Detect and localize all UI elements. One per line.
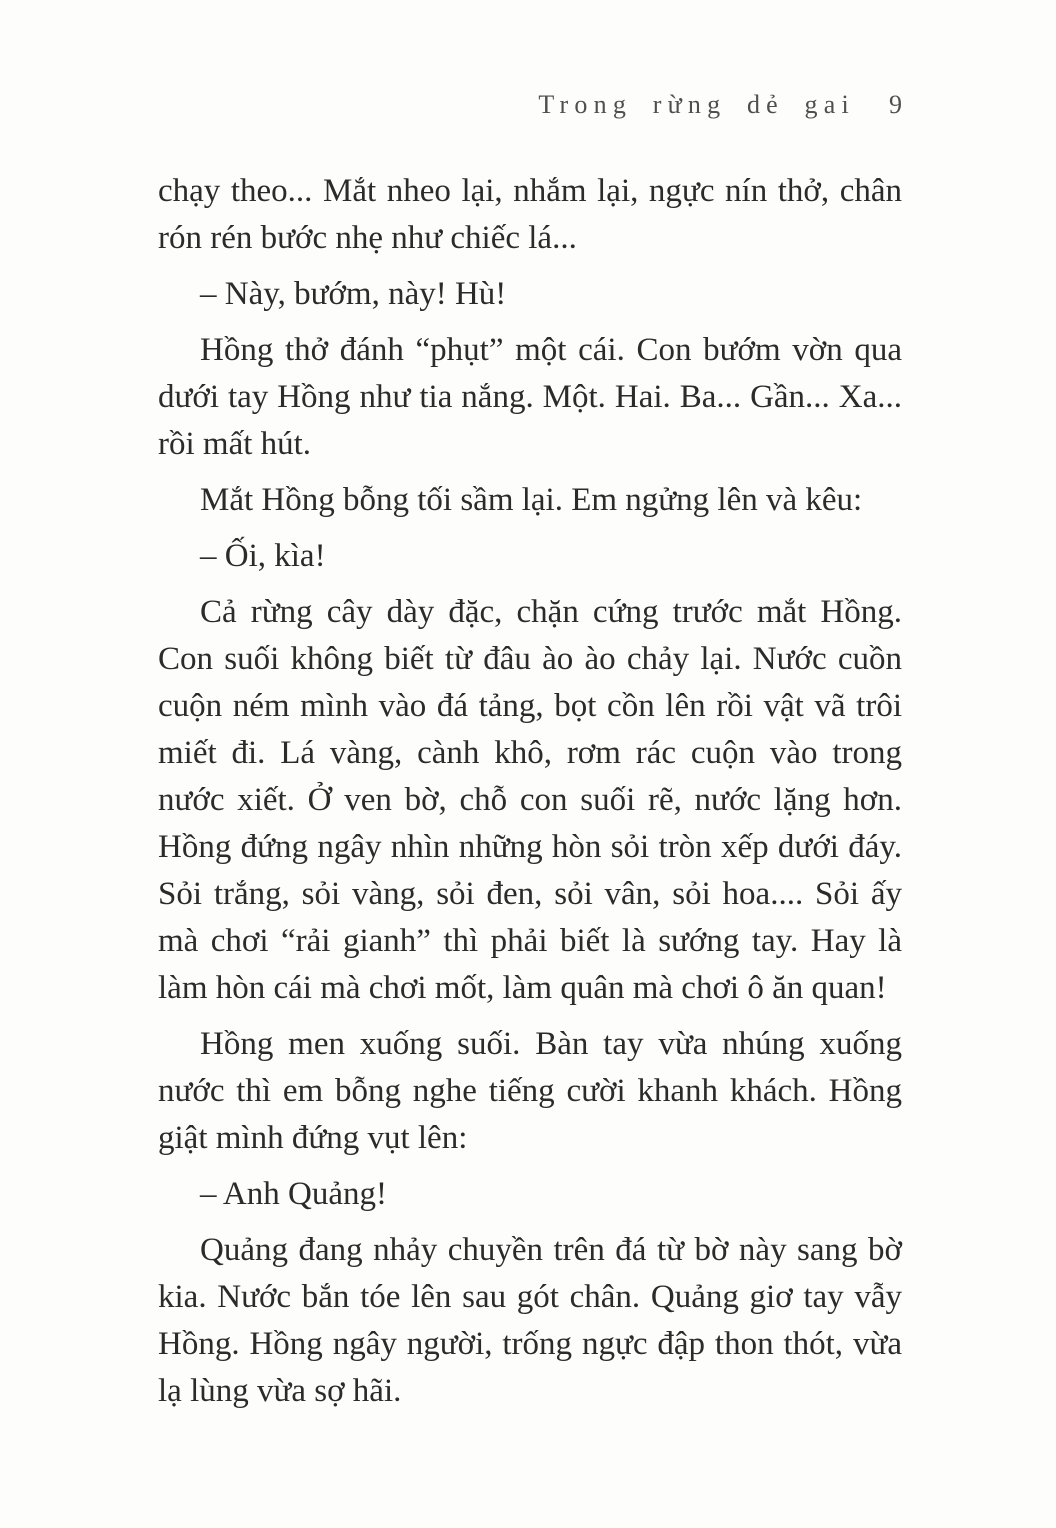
page-number: 9: [889, 90, 902, 119]
running-header: [158, 90, 902, 120]
running-title: Trong rừng dẻ gai: [538, 90, 855, 119]
paragraph-dialogue: – Này, bướm, này! Hù!: [200, 276, 507, 312]
body-text-block: [158, 168, 902, 1415]
paragraph: Quảng đang nhảy chuyền trên đá từ bờ này sang bờ kia. Nước bắn tóe lên sau gót chân. Quảng giơ tay vẫy Hồng. Hồng ngây người, trống ngực đập thon thót, vừa lạ lùng vừa sợ hãi.: [158, 1232, 902, 1409]
paragraph: Hồng thở đánh “phụt” một cái. Con bướm vờn qua dưới tay Hồng như tia nắng. Một. Hai. Ba... Gần... Xa... rồi mất hút.: [158, 332, 902, 462]
paragraph: Cả rừng cây dày đặc, chặn cứng trước mắt Hồng. Con suối không biết từ đâu ào ào chảy lại. Nước cuồn cuộn ném mình vào đá tảng, bọt cồn lên rồi vật vã trôi miết đi. Lá vàng, cành khô, rơm rác cuộn vào trong nước xiết. Ở ven bờ, chỗ con suối rẽ, nước lặng hơn. Hồng đứng ngây nhìn những hòn sỏi tròn xếp dưới đáy. Sỏi trắng, sỏi vàng, sỏi đen, sỏi vân, sỏi hoa.... Sỏi ấy mà chơi “rải gianh” thì phải biết là sướng tay. Hay là làm hòn cái mà chơi mốt, làm quân mà chơi ô ăn quan!: [158, 594, 902, 1006]
paragraph-dialogue: – Anh Quảng!: [200, 1176, 387, 1212]
paragraph: Hồng men xuống suối. Bàn tay vừa nhúng xuống nước thì em bỗng nghe tiếng cười khanh khách. Hồng giật mình đứng vụt lên:: [158, 1026, 902, 1156]
paragraph-continuation: chạy theo... Mắt nheo lại, nhắm lại, ngực nín thở, chân rón rén bước nhẹ như chiếc lá...: [158, 173, 902, 256]
paragraph: Mắt Hồng bỗng tối sầm lại. Em ngửng lên và kêu:: [200, 482, 863, 518]
paragraph-dialogue: – Ối, kìa!: [200, 538, 326, 574]
